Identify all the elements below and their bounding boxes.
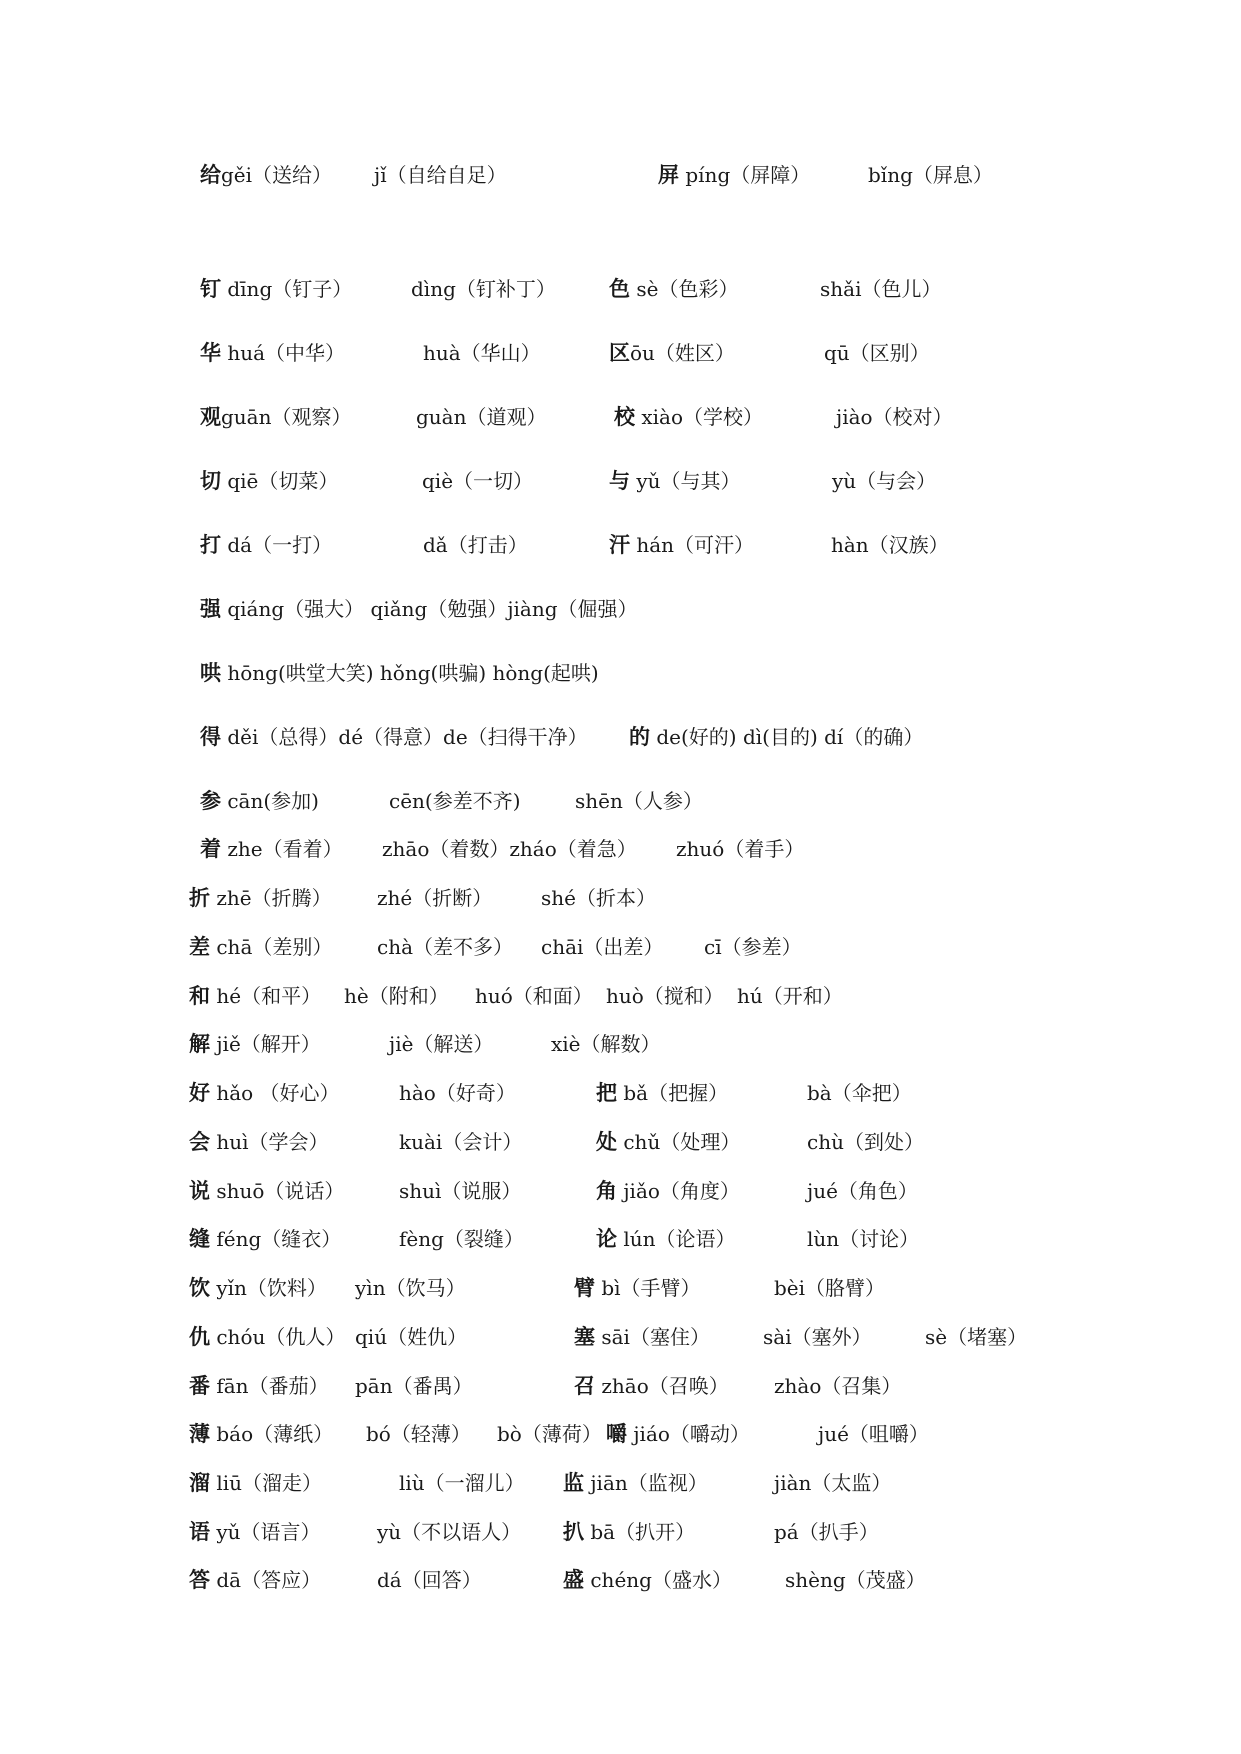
reading-entry — [832, 468, 936, 494]
character: 打 — [200, 533, 221, 557]
pinyin-reading: shé（折本） — [541, 886, 656, 910]
character: 臂 — [574, 1276, 595, 1300]
reading-entry — [377, 1567, 482, 1593]
polyphone-entry — [189, 1421, 333, 1447]
reading-entry — [389, 1031, 493, 1057]
pinyin-reading: cēn(参差不齐) — [389, 789, 521, 813]
pinyin-reading: hào（好奇） — [399, 1081, 516, 1105]
pinyin-reading: dā（答应） — [210, 1568, 322, 1592]
character: 好 — [189, 1081, 210, 1105]
character: 把 — [596, 1081, 617, 1105]
pinyin-reading: děi（总得）dé（得意）de（扫得干净） — [221, 725, 588, 749]
pinyin-reading: zhe（看着） — [221, 837, 343, 861]
character: 说 — [189, 1179, 210, 1203]
reading-entry — [541, 934, 663, 960]
reading-entry — [824, 340, 930, 366]
reading-entry — [807, 1129, 924, 1155]
pinyin-reading: zhē（折腾） — [210, 886, 332, 910]
reading-entry — [737, 983, 843, 1009]
character: 盛 — [563, 1568, 584, 1592]
pinyin-reading: yù（与会） — [832, 469, 937, 493]
character: 给 — [200, 163, 221, 187]
polyphone-entry — [563, 1470, 708, 1496]
pinyin-reading: guàn（道观） — [416, 405, 547, 429]
character: 参 — [200, 789, 221, 813]
reading-entry — [831, 532, 949, 558]
polyphone-entry — [609, 532, 754, 558]
pinyin-reading: píng（屏障） — [679, 163, 811, 187]
pinyin-reading: xiào（学校） — [635, 405, 763, 429]
reading-entry — [377, 1519, 521, 1545]
reading-entry — [820, 276, 941, 302]
pinyin-reading: jiǎo（角度） — [617, 1179, 740, 1203]
polyphone-entry — [596, 1129, 740, 1155]
reading-entry — [416, 404, 547, 430]
reading-entry — [423, 532, 528, 558]
polyphone-entry — [189, 1519, 321, 1545]
pinyin-reading: dìng（钉补丁） — [411, 277, 556, 301]
pinyin-reading: lùn（讨论） — [807, 1227, 920, 1251]
pinyin-reading: yù（不以语人） — [377, 1520, 522, 1544]
reading-entry — [399, 1178, 521, 1204]
reading-entry — [785, 1567, 926, 1593]
polyphone-entry — [629, 724, 923, 750]
polyphone-entry — [609, 276, 738, 302]
pinyin-reading: jiàn（太监） — [774, 1471, 892, 1495]
reading-entry — [497, 1421, 602, 1447]
polyphone-entry — [606, 1421, 750, 1447]
character: 哄 — [200, 661, 221, 685]
reading-entry — [399, 1080, 516, 1106]
polyphone-entry — [189, 934, 332, 960]
pinyin-reading: chà（差不多） — [377, 935, 514, 959]
pinyin-reading: huá（中华） — [221, 341, 346, 365]
character: 答 — [189, 1568, 210, 1592]
pinyin-reading: jiě（解开） — [210, 1032, 321, 1056]
pinyin-reading: xiè（解数） — [551, 1032, 661, 1056]
polyphone-entry — [189, 1324, 345, 1350]
pinyin-reading: hé（和平） — [210, 984, 322, 1008]
pinyin-reading: chéng（盛水） — [584, 1568, 732, 1592]
pinyin-reading: cī（参差） — [704, 935, 802, 959]
character: 缝 — [189, 1227, 210, 1251]
polyphone-entry — [658, 162, 810, 188]
polyphone-entry — [200, 340, 345, 366]
character: 番 — [189, 1374, 210, 1398]
pinyin-reading: shǎi（色儿） — [820, 277, 942, 301]
reading-entry — [366, 1421, 471, 1447]
pinyin-reading: huò（搅和） — [606, 984, 724, 1008]
pinyin-reading: dīng（钉子） — [221, 277, 353, 301]
character: 着 — [200, 837, 221, 861]
pinyin-reading: shèng（茂盛） — [785, 1568, 926, 1592]
pinyin-reading: qiē（切菜） — [221, 469, 339, 493]
pinyin-reading: hán（可汗） — [630, 533, 755, 557]
polyphone-entry — [574, 1373, 729, 1399]
pinyin-reading: bà（伞把） — [807, 1081, 912, 1105]
pinyin-reading: bò（薄荷） — [497, 1422, 602, 1446]
character: 薄 — [189, 1422, 210, 1446]
pinyin-reading: huó（和面） — [475, 984, 593, 1008]
reading-entry — [355, 1275, 466, 1301]
reading-entry — [399, 1226, 524, 1252]
pinyin-reading: jiān（监视） — [584, 1471, 708, 1495]
character: 召 — [574, 1374, 595, 1398]
pinyin-reading: sāi（塞住） — [595, 1325, 710, 1349]
reading-entry — [355, 1324, 467, 1350]
pinyin-reading: zhé（折断） — [377, 886, 493, 910]
character: 溜 — [189, 1471, 210, 1495]
polyphone-entry — [189, 1567, 321, 1593]
polyphone-entry — [189, 1275, 327, 1301]
character: 差 — [189, 935, 210, 959]
pinyin-reading: chā（差别） — [210, 935, 333, 959]
pinyin-reading: liù（一溜儿） — [399, 1471, 525, 1495]
reading-entry — [836, 404, 953, 430]
pinyin-reading: chù（到处） — [807, 1130, 924, 1154]
character: 监 — [563, 1471, 584, 1495]
reading-entry — [377, 934, 513, 960]
reading-entry — [377, 885, 492, 911]
polyphone-entry — [189, 983, 321, 1009]
character: 汗 — [609, 533, 630, 557]
character: 与 — [609, 469, 630, 493]
pinyin-reading: jiáo（嚼动） — [627, 1422, 750, 1446]
pinyin-reading: hōng(哄堂大笑) hǒng(哄骗) hòng(起哄) — [221, 661, 599, 685]
pinyin-reading: dá（一打） — [221, 533, 333, 557]
character: 屏 — [658, 163, 679, 187]
character: 扒 — [563, 1520, 584, 1544]
pinyin-reading: bǎ（把握） — [617, 1081, 729, 1105]
character: 仇 — [189, 1325, 210, 1349]
polyphone-entry — [200, 532, 332, 558]
pinyin-reading: qiáng（强大） qiǎng（勉强）jiàng（倔强） — [221, 597, 638, 621]
polyphone-entry — [614, 404, 763, 430]
character: 色 — [609, 277, 630, 301]
polyphone-entry — [596, 1226, 736, 1252]
polyphone-entry — [200, 404, 352, 430]
reading-entry — [389, 788, 521, 814]
polyphone-entry — [189, 1373, 329, 1399]
reading-entry — [774, 1470, 891, 1496]
pinyin-reading: bā（扒开） — [584, 1520, 696, 1544]
character: 和 — [189, 984, 210, 1008]
pinyin-reading: sài（塞外） — [763, 1325, 872, 1349]
reading-entry — [807, 1226, 919, 1252]
pinyin-reading: bì（手臂） — [595, 1276, 701, 1300]
reading-entry — [399, 1129, 522, 1155]
polyphone-entry — [609, 468, 741, 494]
polyphone-entry — [200, 162, 332, 188]
reading-entry — [774, 1373, 901, 1399]
pinyin-reading: kuài（会计） — [399, 1130, 523, 1154]
polyphone-entry — [563, 1567, 732, 1593]
pinyin-reading: qū（区别） — [824, 341, 930, 365]
pinyin-reading: chóu（仇人） — [210, 1325, 346, 1349]
character: 的 — [629, 725, 650, 749]
reading-entry — [399, 1470, 525, 1496]
polyphone-entry — [596, 1080, 728, 1106]
polyphone-entry — [596, 1178, 740, 1204]
polyphone-entry — [200, 276, 352, 302]
character: 观 — [200, 405, 221, 429]
polyphone-entry — [189, 1080, 340, 1106]
pinyin-reading: pá（扒手） — [774, 1520, 879, 1544]
pinyin-reading: cān(参加) — [221, 789, 319, 813]
pinyin-reading: ōu（姓区） — [630, 341, 735, 365]
reading-entry — [807, 1178, 918, 1204]
pinyin-reading: zhāo（着数）zháo（着急） — [382, 837, 637, 861]
pinyin-reading: chǔ（处理） — [617, 1130, 741, 1154]
pinyin-reading: hè（附和） — [344, 984, 449, 1008]
pinyin-reading: de(好的) dì(目的) dí（的确） — [650, 725, 924, 749]
pinyin-reading: huì（学会） — [210, 1130, 329, 1154]
pinyin-reading: lún（论语） — [617, 1227, 736, 1251]
reading-entry — [925, 1324, 1027, 1350]
reading-entry — [774, 1275, 885, 1301]
polyphone-entry — [189, 1178, 344, 1204]
pinyin-reading: zhuó（着手） — [676, 837, 805, 861]
pinyin-reading: dá（回答） — [377, 1568, 482, 1592]
character: 解 — [189, 1032, 210, 1056]
character: 语 — [189, 1520, 210, 1544]
character: 强 — [200, 597, 221, 621]
pinyin-reading: guān（观察） — [221, 405, 352, 429]
reading-entry — [763, 1324, 872, 1350]
character: 华 — [200, 341, 221, 365]
pinyin-reading: shēn（人参） — [575, 789, 703, 813]
polyphone-entry — [189, 885, 332, 911]
reading-entry — [868, 162, 993, 188]
pinyin-reading: chāi（出差） — [541, 935, 664, 959]
polyphone-entry — [563, 1519, 695, 1545]
polyphone-entry — [189, 1129, 329, 1155]
pinyin-reading: báo（薄纸） — [210, 1422, 334, 1446]
pinyin-reading: dǎ（打击） — [423, 533, 528, 557]
reading-entry — [774, 1519, 879, 1545]
pinyin-reading: liū（溜走） — [210, 1471, 323, 1495]
character: 钉 — [200, 277, 221, 301]
polyphone-entry — [200, 724, 588, 750]
character: 校 — [614, 405, 635, 429]
reading-entry — [606, 983, 724, 1009]
reading-entry — [344, 983, 449, 1009]
pinyin-reading: yǔ（语言） — [210, 1520, 321, 1544]
pinyin-reading: fèng（裂缝） — [399, 1227, 524, 1251]
polyphone-entry — [200, 596, 638, 622]
pinyin-reading: jué（咀嚼） — [818, 1422, 929, 1446]
pinyin-reading: fān（番茄） — [210, 1374, 329, 1398]
reading-entry — [411, 276, 556, 302]
pinyin-reading: qiè（一切） — [422, 469, 534, 493]
polyphone-entry — [189, 1470, 322, 1496]
character: 论 — [596, 1227, 617, 1251]
reading-entry — [818, 1421, 929, 1447]
pinyin-reading: jué（角色） — [807, 1179, 918, 1203]
character: 切 — [200, 469, 221, 493]
character: 嚼 — [606, 1422, 627, 1446]
reading-entry — [676, 836, 804, 862]
pinyin-reading: shuì（说服） — [399, 1179, 522, 1203]
pinyin-reading: sè（色彩） — [630, 277, 739, 301]
reading-entry — [475, 983, 593, 1009]
pinyin-reading: gěi（送给） — [221, 163, 333, 187]
pinyin-reading: féng（缝衣） — [210, 1227, 342, 1251]
pinyin-reading: shuō（说话） — [210, 1179, 345, 1203]
reading-entry — [541, 885, 656, 911]
pinyin-reading: bó（轻薄） — [366, 1422, 471, 1446]
character: 折 — [189, 886, 210, 910]
pinyin-reading: jiào（校对） — [836, 405, 953, 429]
polyphone-entry — [609, 340, 735, 366]
character: 会 — [189, 1130, 210, 1154]
pinyin-reading: jǐ（自给自足） — [374, 163, 507, 187]
polyphone-entry — [200, 468, 338, 494]
pinyin-reading: yìn（饮马） — [355, 1276, 466, 1300]
pinyin-reading: bǐng（屏息） — [868, 163, 993, 187]
character: 角 — [596, 1179, 617, 1203]
reading-entry — [807, 1080, 912, 1106]
pinyin-reading: qiú（姓仇） — [355, 1325, 468, 1349]
polyphone-entry — [200, 836, 343, 862]
polyphone-entry — [574, 1324, 710, 1350]
pinyin-reading: hàn（汉族） — [831, 533, 949, 557]
reading-entry — [374, 162, 507, 188]
pinyin-reading: yǔ（与其） — [630, 469, 741, 493]
pinyin-reading: zhào（召集） — [774, 1374, 902, 1398]
polyphone-entry — [200, 788, 319, 814]
pinyin-reading: hǎo （好心） — [210, 1081, 340, 1105]
character: 处 — [596, 1130, 617, 1154]
polyphone-entry — [189, 1226, 341, 1252]
reading-entry — [704, 934, 802, 960]
character: 塞 — [574, 1325, 595, 1349]
reading-entry — [422, 468, 533, 494]
pinyin-reading: sè（堵塞） — [925, 1325, 1028, 1349]
character: 区 — [609, 341, 630, 365]
reading-entry — [355, 1373, 473, 1399]
polyphone-entry — [189, 1031, 321, 1057]
reading-entry — [551, 1031, 661, 1057]
pinyin-reading: bèi（胳臂） — [774, 1276, 886, 1300]
pinyin-reading: jiè（解送） — [389, 1032, 494, 1056]
character: 得 — [200, 725, 221, 749]
polyphone-entry — [574, 1275, 701, 1301]
pinyin-reading: zhāo（召唤） — [595, 1374, 729, 1398]
reading-entry — [423, 340, 541, 366]
pinyin-reading: huà（华山） — [423, 341, 541, 365]
pinyin-reading: hú（开和） — [737, 984, 843, 1008]
polyphone-entry — [200, 660, 599, 686]
reading-entry — [382, 836, 637, 862]
pinyin-reading: yǐn（饮料） — [210, 1276, 327, 1300]
character: 饮 — [189, 1276, 210, 1300]
pinyin-reading: pān（番禺） — [355, 1374, 473, 1398]
reading-entry — [575, 788, 703, 814]
